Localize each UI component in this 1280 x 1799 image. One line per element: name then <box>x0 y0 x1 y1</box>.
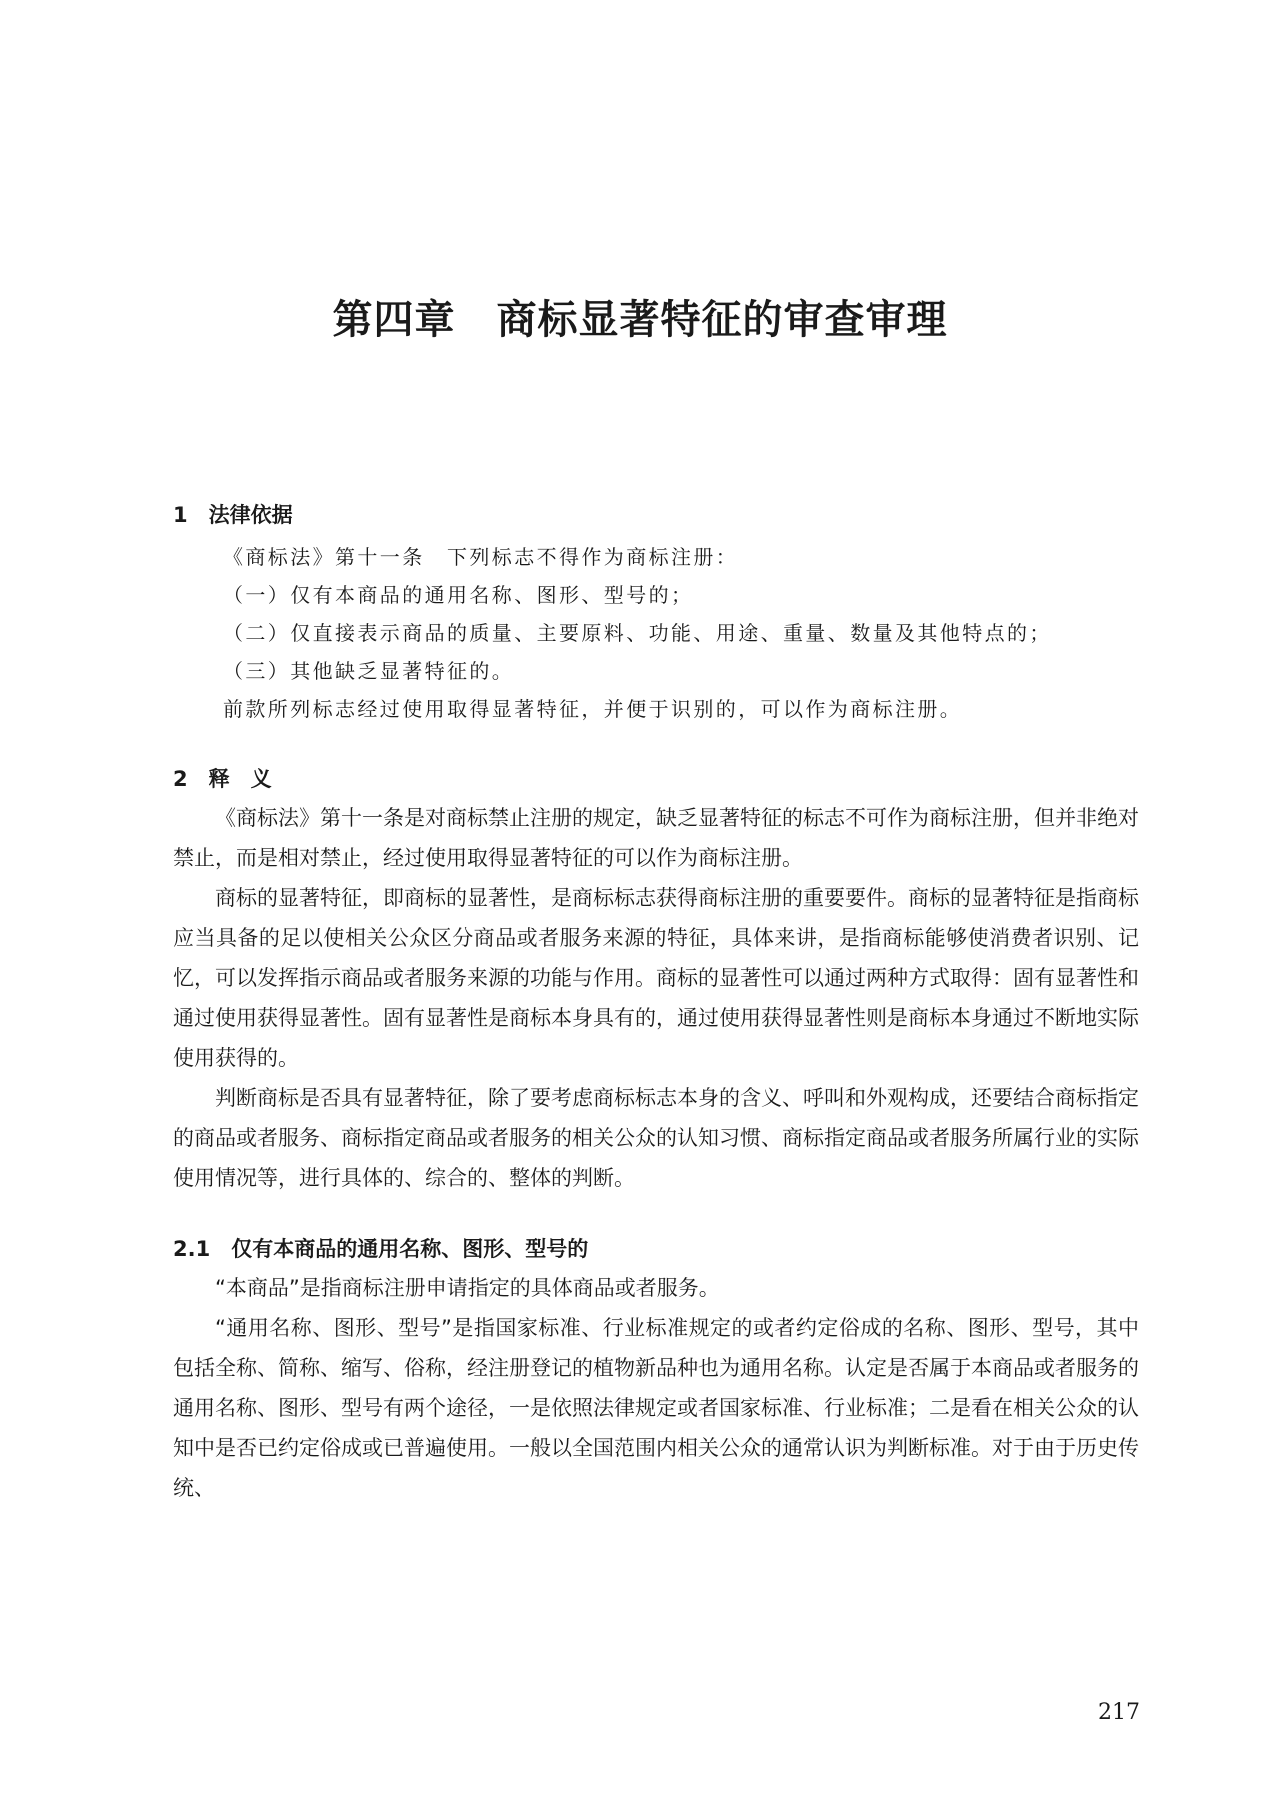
body-paragraph: 《商标法》第十一条是对商标禁止注册的规定，缺乏显著特征的标志不可作为商标注册，但并非绝对禁止，而是相对禁止，经过使用取得显著特征的可以作为商标注册。 <box>173 806 1139 870</box>
law-paragraph: （三）其他缺乏显著特征的。 <box>223 659 515 683</box>
chapter-title: 第四章 商标显著特征的审查审理 <box>332 296 948 343</box>
body-paragraph: 判断商标是否具有显著特征，除了要考虑商标标志本身的含义、呼叫和外观构成，还要结合商标指定的商品或者服务、商标指定商品或者服务的相关公众的认知习惯、商标指定商品或者服务所属行业的实际使用情况等，进行具体的、综合的、整体的判断。 <box>173 1086 1139 1190</box>
section-heading-1: 1 法律依据 <box>173 503 293 527</box>
law-paragraph: 前款所列标志经过使用取得显著特征，并便于识别的，可以作为商标注册。 <box>223 697 963 721</box>
body-paragraph: 商标的显著特征，即商标的显著性，是商标标志获得商标注册的重要要件。商标的显著特征是指商标应当具备的足以使相关公众区分商品或者服务来源的特征，具体来讲，是指商标能够使消费者识别、记忆，可以发挥指示商品或者服务来源的功能与作用。商标的显著性可以通过两种方式取得：固有显著性和通过使用获得显著性。固有显著性是商标本身具有的，通过使用获得显著性则是商标本身通过不断地实际使用获得的。 <box>173 886 1139 1070</box>
law-paragraph: （一）仅有本商品的通用名称、图形、型号的； <box>223 583 694 607</box>
page-number: 217 <box>1098 1700 1140 1725</box>
law-paragraph: 《商标法》第十一条 下列标志不得作为商标注册： <box>223 545 739 569</box>
law-paragraph: （二）仅直接表示商品的质量、主要原料、功能、用途、重量、数量及其他特点的； <box>223 621 1052 645</box>
section-gap <box>173 1198 1139 1234</box>
body-paragraph: “本商品”是指商标注册申请指定的具体商品或者服务。 <box>215 1276 720 1300</box>
page-content <box>173 500 1139 1508</box>
section-heading-2-1: 2.1 仅有本商品的通用名称、图形、型号的 <box>173 1237 589 1261</box>
section-heading-2: 2 释 义 <box>173 767 272 791</box>
body-paragraph: “通用名称、图形、型号”是指国家标准、行业标准规定的或者约定俗成的名称、图形、型号，其中包括全称、简称、缩写、俗称，经注册登记的植物新品种也为通用名称。认定是否属于本商品或者服务的通用名称、图形、型号有两个途径，一是依照法律规定或者国家标准、行业标准；二是看在相关公众的认知中是否已约定俗成或已普遍使用。一般以全国范围内相关公众的通常认识为判断标准。对于由于历史传统、 <box>173 1316 1139 1500</box>
section-gap <box>173 728 1139 764</box>
